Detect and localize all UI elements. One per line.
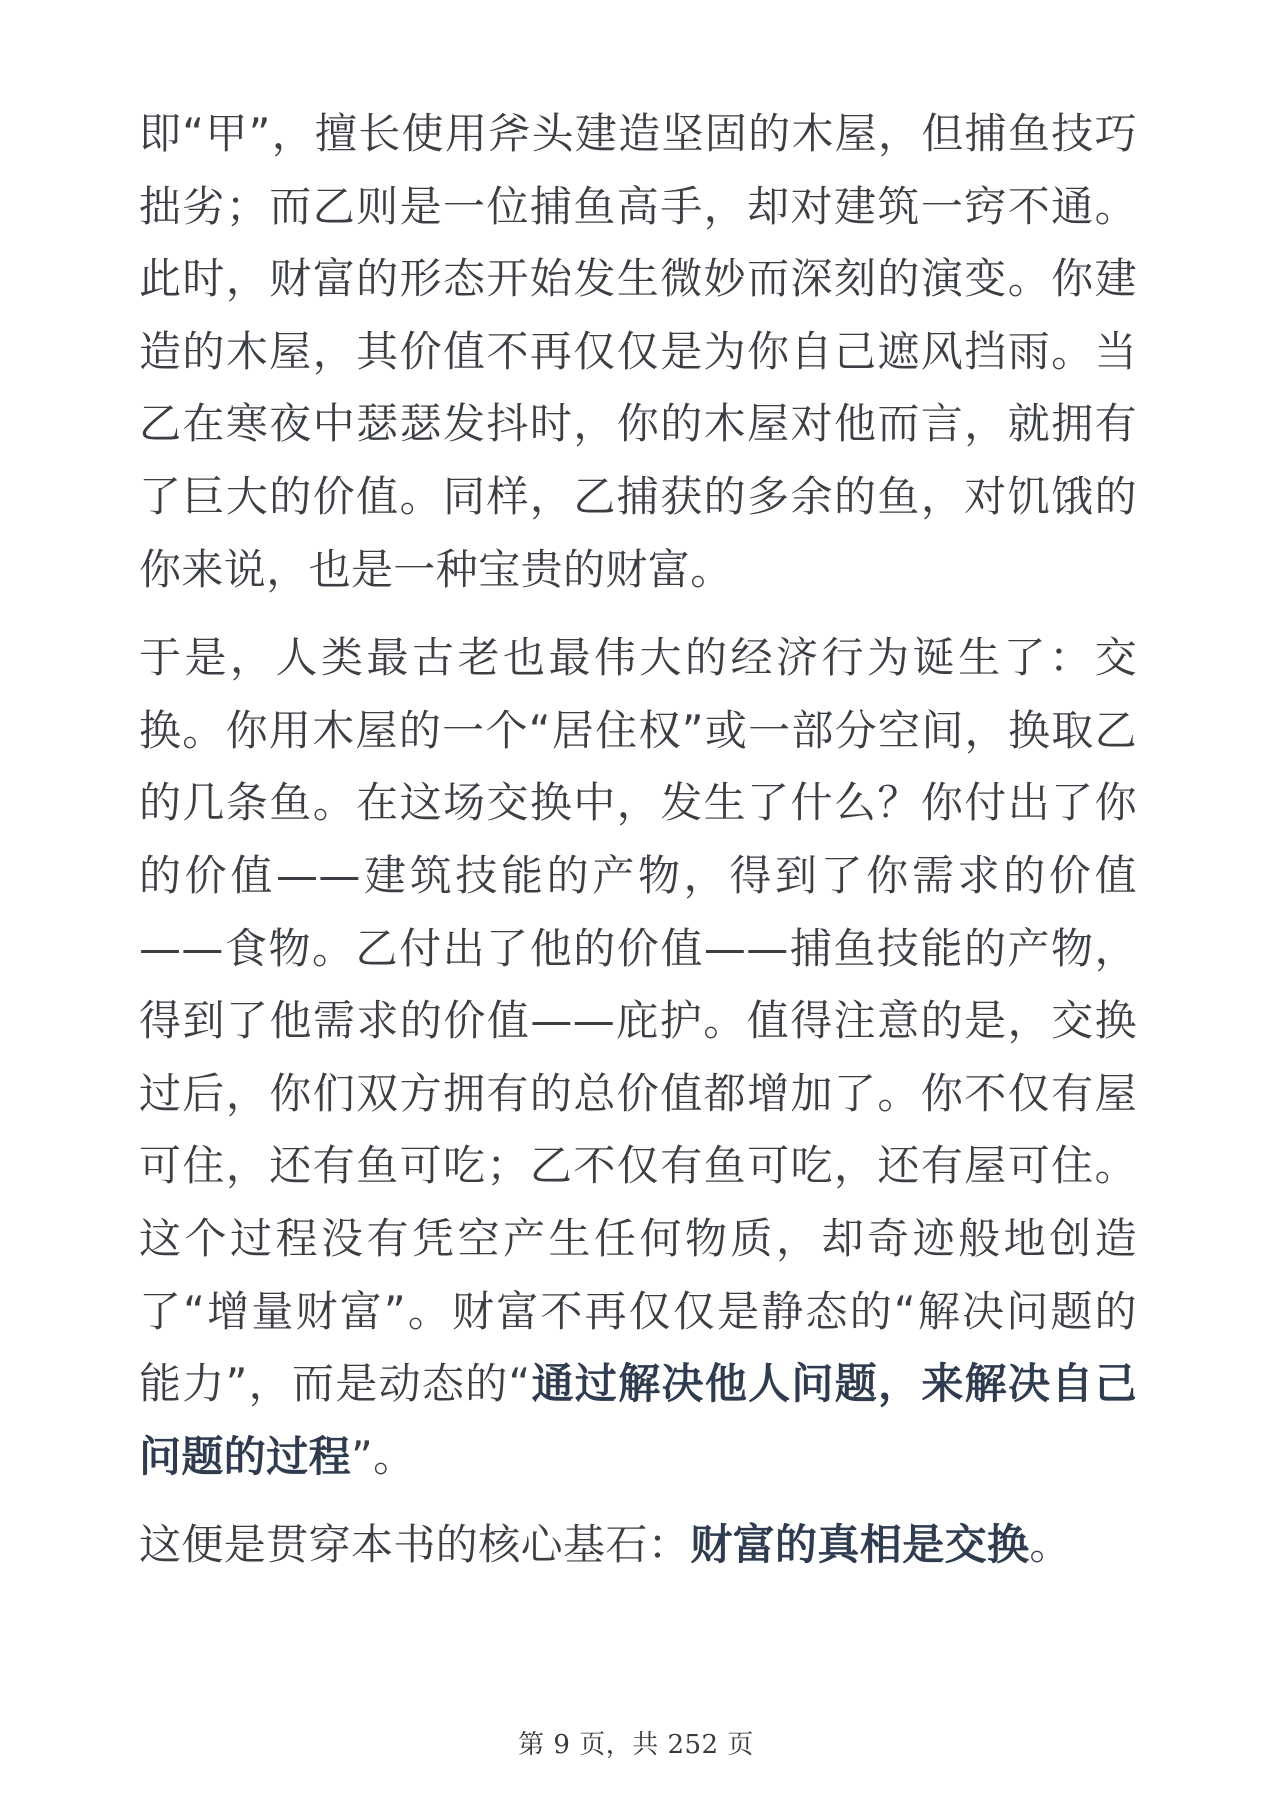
paragraph-2-text: 于是，人类最古老也最伟大的经济行为诞生了：交换。你用木屋的一个“居住权”或一部分空间，换取乙的几条鱼。在这场交换中，发生了什么？你付出了你的价值——建筑技能的产物，得到了你需求的价值——食物。乙付出了他的价值——捕鱼技能的产物，得到了他需求的价值——庇护。值得注意的是，交换过后，你们双方拥有的总价值都增加了。你不仅有屋可住，还有鱼可吃；乙不仅有鱼可吃，还有屋可住。这个过程没有凭空产生任何物质，却奇迹般地创造了“增量财富”。财富不再仅仅是静态的“解决问题的能力”，而是动态的“ xyxy=(139,633,1137,1409)
paragraph-2-emphasis: 通过解决他人问题，来解决自己问题的过程 xyxy=(139,1359,1137,1481)
paragraph-3-emphasis: 财富的真相是交换 xyxy=(690,1520,1030,1570)
paragraph-3-closing: 。 xyxy=(1029,1520,1072,1570)
paragraph-2-closing: ”。 xyxy=(351,1431,416,1481)
paragraph-2 xyxy=(139,622,1137,1493)
paragraph-3-text: 这便是贯穿本书的核心基石： xyxy=(139,1520,691,1570)
paragraph-1: 即“甲”，擅长使用斧头建造坚固的木屋，但捕鱼技巧拙劣；而乙则是一位捕鱼高手，却对建筑一窍不通。此时，财富的形态开始发生微妙而深刻的演变。你建造的木屋，其价值不再仅仅是为你自己遮风挡雨。当乙在寒夜中瑟瑟发抖时，你的木屋对他而言，就拥有了巨大的价值。同样，乙捕获的多余的鱼，对饥饿的你来说，也是一种宝贵的财富。 xyxy=(139,109,1137,594)
paragraph-3 xyxy=(139,1509,1137,1582)
page-number: 第 9 页，共 252 页 xyxy=(518,1730,754,1760)
document-body xyxy=(139,98,1137,1582)
